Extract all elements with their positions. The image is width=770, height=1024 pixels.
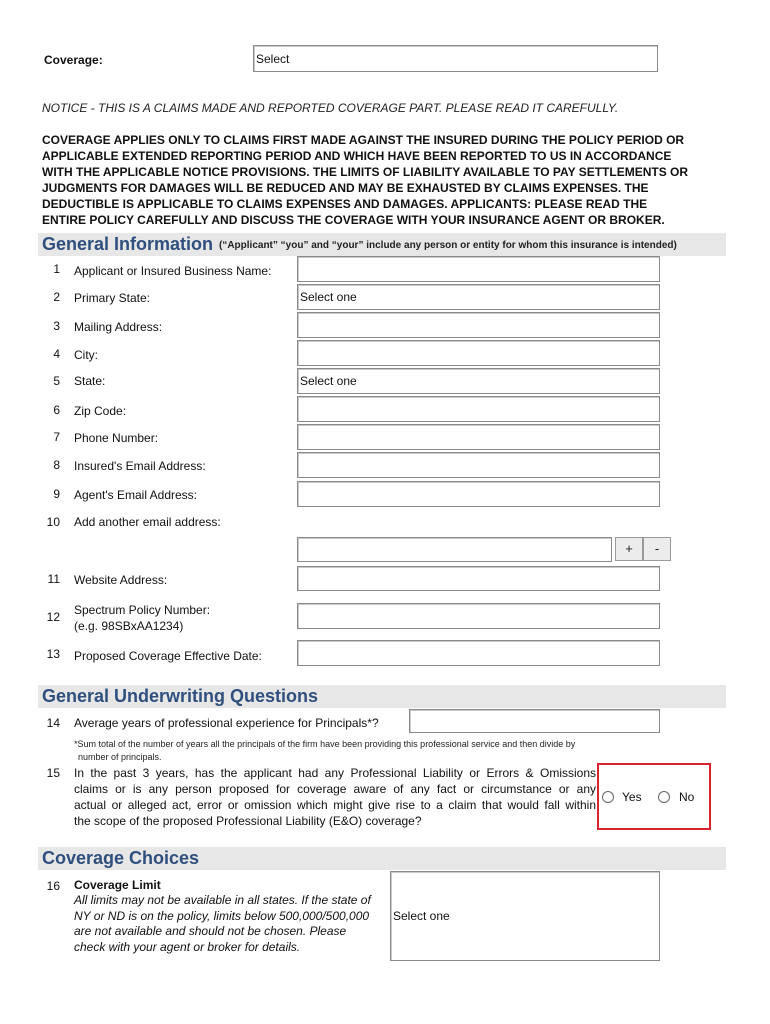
policy-number-example: (e.g. 98SBxAA1234) [74,619,184,633]
general-information-header [38,233,726,256]
add-email-button[interactable]: + [615,537,643,561]
section-title: General Underwriting Questions [42,686,319,706]
agent-email-label: Agent's Email Address: [74,488,198,502]
state-label: State: [74,374,106,388]
field-number: 8 [53,458,60,472]
city-label: City: [74,348,98,362]
website-label: Website Address: [74,573,168,587]
primary-state-label: Primary State: [74,291,151,305]
no-label: No [679,790,695,804]
state-select[interactable] [297,368,660,394]
claims-question-text: In the past 3 years, has the applicant had any Professional Liability or Errors & Omissions claims or is any person proposed for coverage aware of any fact or circumstance or any actual or alleged act, error or omission which might give rise to a claim that would fall within the scope of the proposed Professional Liability (E&O) coverage? [74,766,596,828]
section-title: General Information [42,234,214,254]
field-number: 6 [53,403,60,417]
state-value: Select one [300,374,357,388]
notice-line: JUDGMENTS FOR DAMAGES WILL BE REDUCED AND MAY BE EXHAUSTED BY CLAIMS EXPENSES. THE [42,181,649,195]
field-number: 11 [47,572,60,586]
notice-body [42,132,732,228]
field-number: 16 [46,879,60,893]
yes-label: Yes [622,790,642,804]
coverage-limit-select[interactable] [390,871,660,961]
field-number: 9 [53,487,60,501]
field-number: 5 [53,374,60,388]
effective-date-label: Proposed Coverage Effective Date: [74,649,262,663]
coverage-select-value: Select [256,51,290,66]
coverage-limit-text: Coverage Limit All limits may not be available in all states. If the state of NY or ND is on the policy, limits below 500,000/500,000 are not available and should not be chosen. Please check with your agent or broker for details. [74,878,394,955]
notice-line: WITH THE APPLICABLE NOTICE PROVISIONS. THE LIMITS OF LIABILITY AVAILABLE TO PAY SETTLEMENTS OR [42,165,689,179]
field-number: 1 [53,262,60,276]
claims-no-radio[interactable] [658,791,670,803]
primary-state-value: Select one [300,290,357,304]
field-number: 10 [46,515,60,529]
zip-code-input[interactable] [297,396,660,422]
notice-heading: NOTICE - THIS IS A CLAIMS MADE AND REPORTED COVERAGE PART. PLEASE READ IT CAREFULLY. [42,101,619,115]
claims-yes-radio[interactable] [602,791,614,803]
policy-number-input[interactable] [297,603,660,629]
effective-date-input[interactable] [297,640,660,666]
agent-email-input[interactable] [297,481,660,507]
insured-email-label: Insured's Email Address: [74,459,206,473]
phone-number-input[interactable] [297,424,660,450]
applicant-definition-note: (“Applicant” “you” and “your” include any person or entity for whom this insurance is intended) [219,240,677,251]
insured-email-input[interactable] [297,452,660,478]
field-number: 4 [53,347,60,361]
primary-state-select[interactable] [297,284,660,310]
experience-footnote: *Sum total of the number of years all the principals of the firm have been providing this professional service and then divide by number of principals. [74,739,576,762]
remove-email-button[interactable]: - [643,537,671,561]
experience-years-input[interactable] [409,709,660,733]
coverage-select[interactable] [253,45,658,72]
field-number: 15 [46,766,60,780]
field-number: 14 [46,716,60,730]
experience-question-label: Average years of professional experience for Principals*? [74,716,379,730]
phone-number-label: Phone Number: [74,431,159,445]
underwriting-header [38,685,726,708]
coverage-choices-header [38,847,726,870]
notice-line: COVERAGE APPLIES ONLY TO CLAIMS FIRST MADE AGAINST THE INSURED DURING THE POLICY PERIOD OR [42,133,685,147]
additional-email-label: Add another email address: [74,515,221,529]
coverage-limit-value: Select one [393,909,450,923]
business-name-input[interactable] [297,256,660,282]
zip-code-label: Zip Code: [74,404,127,418]
website-input[interactable] [297,566,660,591]
coverage-limit-title: Coverage Limit [74,878,161,892]
notice-line: ENTIRE POLICY CAREFULLY AND DISCUSS THE COVERAGE WITH YOUR INSURANCE AGENT OR BROKER. [42,213,665,227]
field-number: 12 [46,610,60,624]
business-name-label: Applicant or Insured Business Name: [74,264,272,278]
notice-line: APPLICABLE EXTENDED REPORTING PERIOD AND WHICH HAVE BEEN REPORTED TO US IN ACCORDANCE [42,149,672,163]
field-number: 7 [53,430,60,444]
field-number: 2 [53,290,60,304]
section-title: Coverage Choices [42,848,200,868]
field-number: 13 [46,647,60,661]
city-input[interactable] [297,340,660,366]
additional-email-input[interactable] [297,537,612,562]
coverage-label: Coverage: [44,53,103,67]
notice-line: DEDUCTIBLE IS APPLICABLE TO CLAIMS EXPENSES AND DAMAGES. APPLICANTS: PLEASE READ THE [42,197,648,211]
policy-number-label: Spectrum Policy Number: [74,603,211,617]
mailing-address-input[interactable] [297,312,660,338]
field-number: 3 [53,319,60,333]
mailing-address-label: Mailing Address: [74,320,163,334]
